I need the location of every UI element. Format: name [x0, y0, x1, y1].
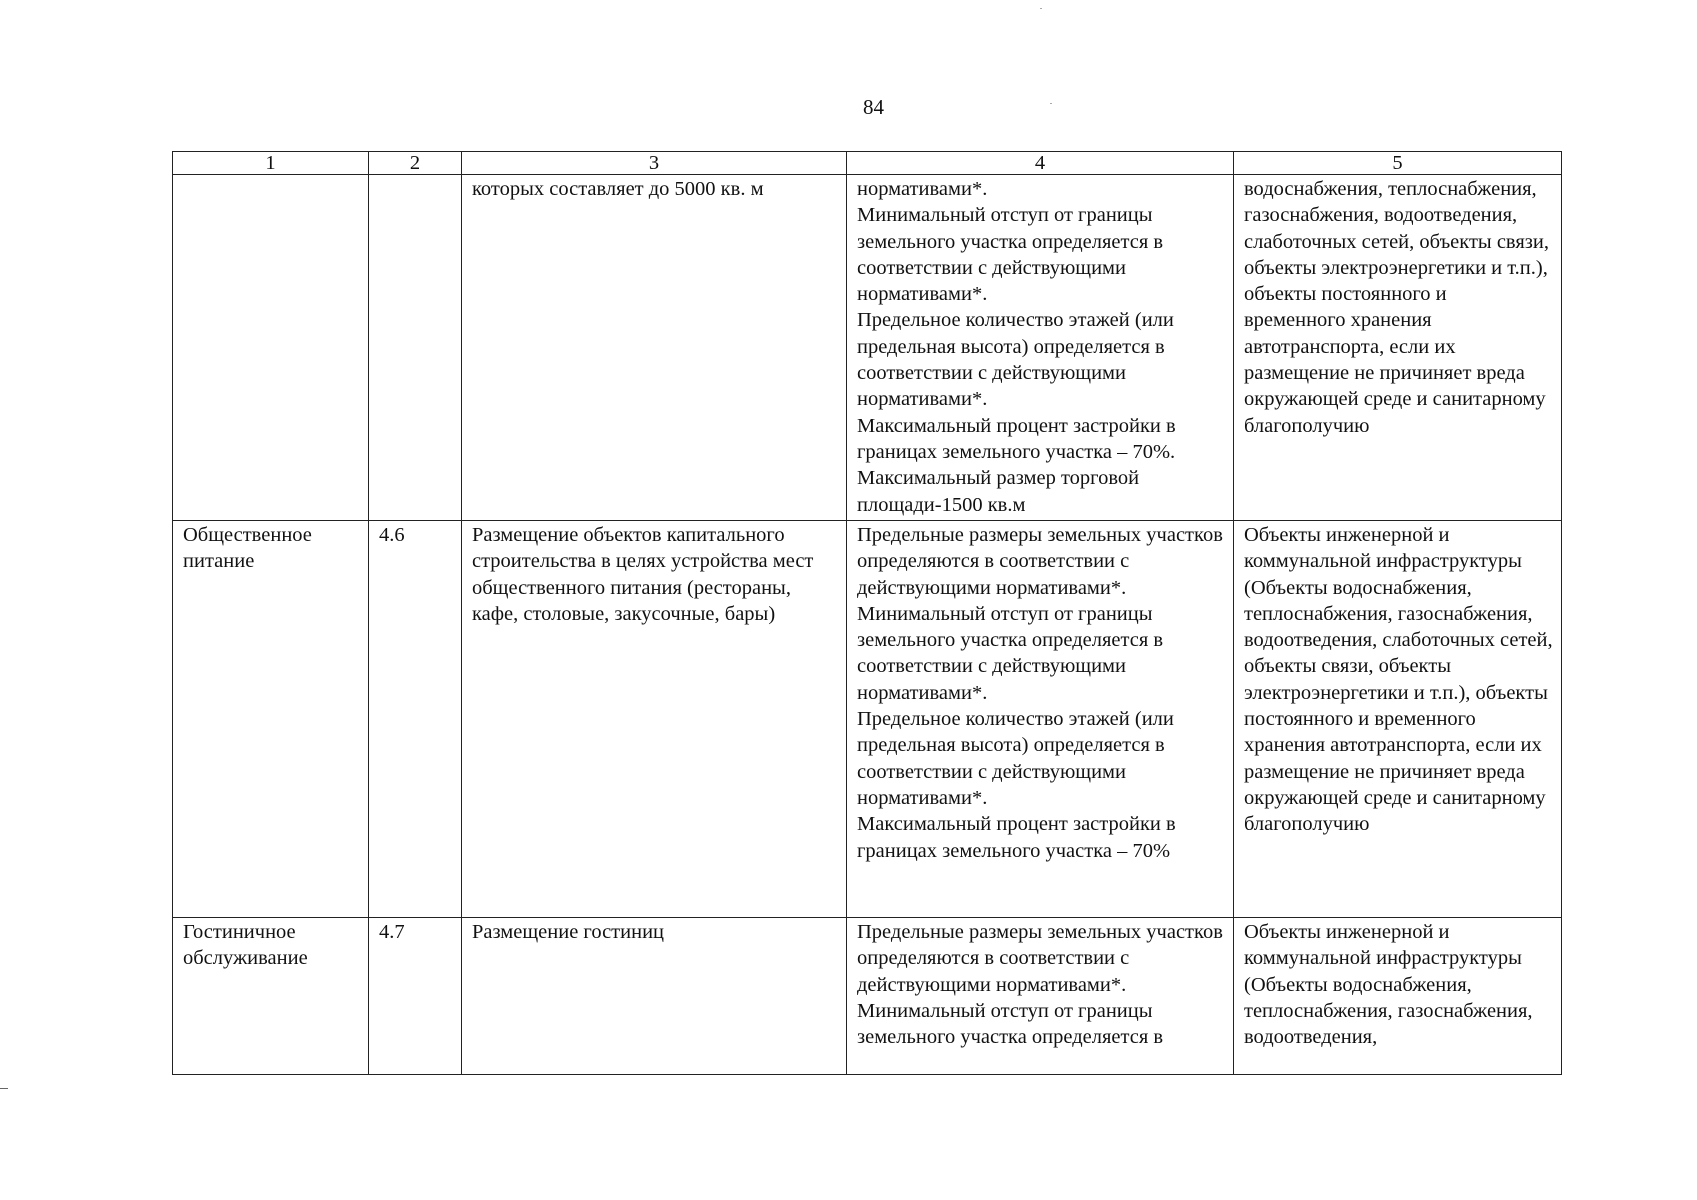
- auxiliary-uses: Объекты инженерной и коммунальной инфраструктуры (Объекты водоснабжения, теплоснабжения, газоснабжения, водоотведения,: [1234, 918, 1562, 1075]
- table-row: [173, 521, 1562, 918]
- use-type-description: Размещение объектов капитального строительства в целях устройства мест общественного питания (рестораны, кафе, столовые, закусочные, бары): [462, 521, 847, 918]
- table-row: [173, 175, 1562, 521]
- use-type-name: [173, 175, 369, 521]
- use-type-name: Общественное питание: [173, 521, 369, 918]
- use-type-code: [369, 175, 462, 521]
- use-type-description: Размещение гостиниц: [462, 918, 847, 1075]
- use-type-code: 4.7: [369, 918, 462, 1075]
- construction-parameters: Предельные размеры земельных участков определяются в соответствии с действующими нормативами*. Минимальный отступ от границы земельного участка определяется в соответствии с действующими нормативами*. Предельное количество этажей (или предельная высота) определяется в соответствии с действующими нормативами*. Максимальный процент застройки в границах земельного участка – 70%: [847, 521, 1234, 918]
- column-number-4: 4: [847, 152, 1234, 175]
- table-header-row: [173, 152, 1562, 175]
- scan-speck: [1050, 103, 1052, 104]
- zoning-table: [172, 151, 1562, 1075]
- scan-speck: [1040, 8, 1042, 9]
- column-number-1: 1: [173, 152, 369, 175]
- auxiliary-uses: водоснабжения, теплоснабжения, газоснабжения, водоотведения, слаботочных сетей, объекты связи, объекты электроэнергетики и т.п.), объекты постоянного и временного хранения автотранспорта, если их размещение не причиняет вреда окружающей среде и санитарному благополучию: [1234, 175, 1562, 521]
- auxiliary-uses: Объекты инженерной и коммунальной инфраструктуры (Объекты водоснабжения, теплоснабжения, газоснабжения, водоотведения, слаботочных сетей, объекты связи, объекты электроэнергетики и т.п.), объекты постоянного и временного хранения автотранспорта, если их размещение не причиняет вреда окружающей среде и санитарному благополучию: [1234, 521, 1562, 918]
- use-type-code: 4.6: [369, 521, 462, 918]
- use-type-description: которых составляет до 5000 кв. м: [462, 175, 847, 521]
- table-row: [173, 918, 1562, 1075]
- page-number: 84: [863, 95, 884, 119]
- construction-parameters: Предельные размеры земельных участков определяются в соответствии с действующими нормативами*. Минимальный отступ от границы земельного участка определяется в: [847, 918, 1234, 1075]
- use-type-name: Гостиничное обслуживание: [173, 918, 369, 1075]
- column-number-3: 3: [462, 152, 847, 175]
- column-number-5: 5: [1234, 152, 1562, 175]
- scan-edge-mark: [0, 1088, 8, 1089]
- column-number-2: 2: [369, 152, 462, 175]
- construction-parameters: нормативами*. Минимальный отступ от границы земельного участка определяется в соответствии с действующими нормативами*. Предельное количество этажей (или предельная высота) определяется в соответствии с действующими нормативами*. Максимальный процент застройки в границах земельного участка – 70%. Максимальный размер торговой площади-1500 кв.м: [847, 175, 1234, 521]
